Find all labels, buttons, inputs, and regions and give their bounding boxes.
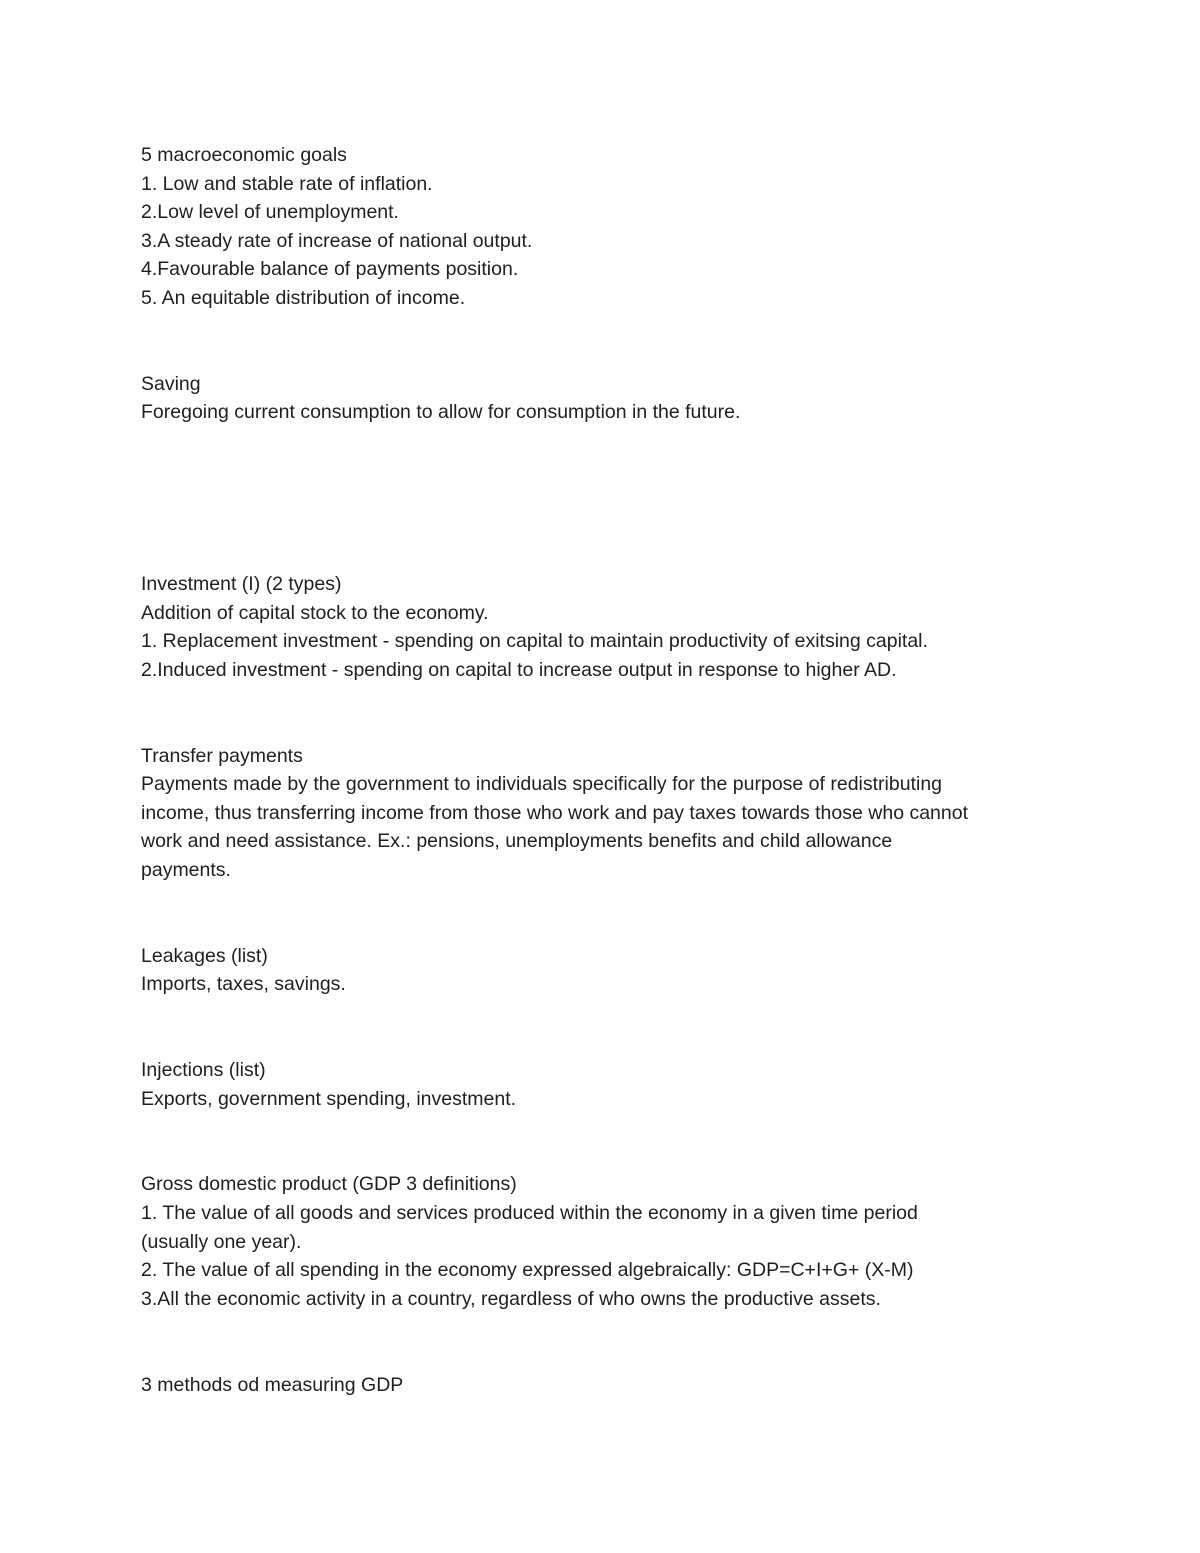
definition-line: Imports, taxes, savings. bbox=[141, 973, 346, 996]
spacer bbox=[141, 313, 1071, 370]
definition-line: Payments made by the government to individuals specifically for the purpose of redistributing bbox=[141, 773, 943, 796]
list-item: 4.Favourable balance of payments position. bbox=[141, 258, 519, 281]
section-heading: Gross domestic product (GDP 3 definitions) bbox=[141, 1173, 517, 1196]
section-transfer-payments bbox=[141, 742, 1071, 885]
section-macroeconomic-goals bbox=[141, 141, 1071, 313]
definition-line: payments. bbox=[141, 858, 231, 881]
definition-line: Exports, government spending, investment. bbox=[141, 1087, 517, 1110]
section-heading: 5 macroeconomic goals bbox=[141, 144, 347, 166]
list-item: 1. Replacement investment - spending on capital to maintain productivity of exitsing capital. bbox=[141, 630, 928, 653]
section-heading: Saving bbox=[141, 372, 201, 395]
spacer bbox=[141, 884, 1071, 941]
spacer bbox=[141, 1313, 1071, 1370]
list-item: (usually one year). bbox=[141, 1230, 302, 1253]
definition-line: Foregoing current consumption to allow for consumption in the future. bbox=[141, 401, 741, 424]
section-saving bbox=[141, 370, 1071, 427]
spacer bbox=[141, 999, 1071, 1056]
list-item: 3.All the economic activity in a country, regardless of who owns the productive assets. bbox=[141, 1287, 881, 1310]
section-heading: 3 methods od measuring GDP bbox=[141, 1373, 404, 1396]
section-leakages bbox=[141, 942, 1071, 999]
section-investment bbox=[141, 570, 1071, 684]
list-item: 2.Low level of unemployment. bbox=[141, 201, 399, 224]
spacer bbox=[141, 427, 1071, 570]
section-heading: Leakages (list) bbox=[141, 944, 268, 967]
definition-line: income, thus transferring income from those who work and pay taxes towards those who cannot bbox=[141, 801, 968, 824]
section-gdp bbox=[141, 1170, 1071, 1313]
section-heading: Injections (list) bbox=[141, 1059, 266, 1082]
list-item: 5. An equitable distribution of income. bbox=[141, 286, 466, 309]
section-gdp-methods bbox=[141, 1371, 1071, 1400]
list-item: 2.Induced investment - spending on capital to increase output in response to higher AD. bbox=[141, 658, 897, 681]
list-item: 3.A steady rate of increase of national output. bbox=[141, 229, 533, 252]
section-injections bbox=[141, 1056, 1071, 1113]
definition-line: Addition of capital stock to the economy. bbox=[141, 601, 489, 624]
section-heading: Investment (I) (2 types) bbox=[141, 572, 342, 595]
spacer bbox=[141, 684, 1071, 741]
list-item: 1. Low and stable rate of inflation. bbox=[141, 172, 433, 195]
list-item: 2. The value of all spending in the economy expressed algebraically: GDP=C+I+G+ (X-M) bbox=[141, 1259, 914, 1282]
definition-line: work and need assistance. Ex.: pensions, unemployments benefits and child allowance bbox=[141, 830, 893, 853]
section-heading: Transfer payments bbox=[141, 744, 303, 767]
list-item: 1. The value of all goods and services produced within the economy in a given time period bbox=[141, 1202, 918, 1224]
document-body bbox=[141, 141, 1071, 1399]
spacer bbox=[141, 1113, 1071, 1170]
